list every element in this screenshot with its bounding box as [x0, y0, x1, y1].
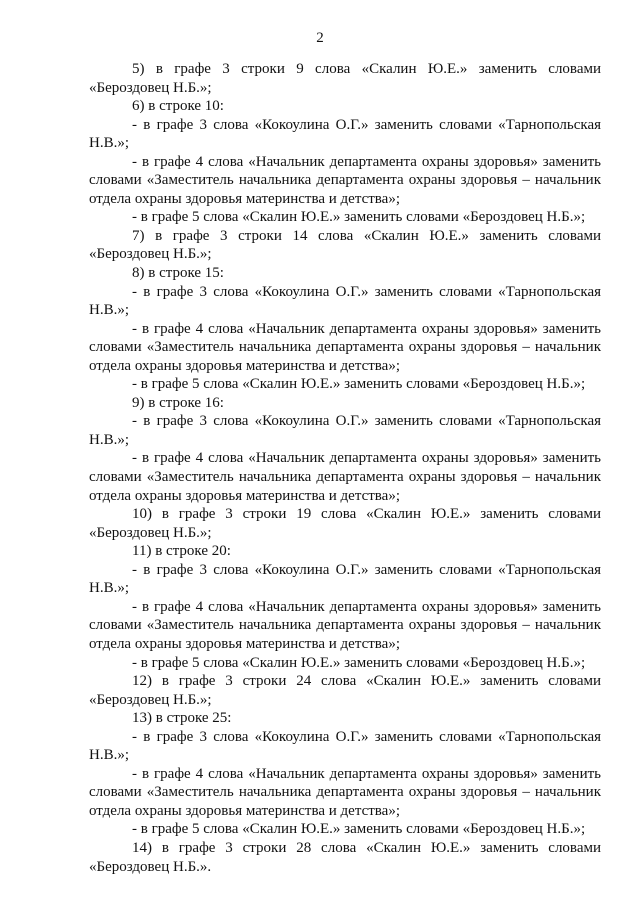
paragraph-row10-col3: - в графе 3 слова «Кокоулина О.Г.» заменить словами «Тарнопольская Н.В.»; [89, 116, 601, 152]
paragraph-row15-col5: - в графе 5 слова «Скалин Ю.Е.» заменить словами «Бероздовец Н.Б.»; [132, 376, 586, 393]
paragraph-item-11: 11) в строке 20: [132, 543, 231, 560]
paragraph-item-14: 14) в графе 3 строки 28 слова «Скалин Ю.Е.» заменить словами «Бероздовец Н.Б.». [89, 839, 601, 875]
paragraph-item-5: 5) в графе 3 строки 9 слова «Скалин Ю.Е.» заменить словами «Бероздовец Н.Б.»; [89, 61, 601, 96]
paragraph-item-13: 13) в строке 25: [132, 710, 232, 727]
paragraph-row20-col4: - в графе 4 слова «Начальник департамента охраны здоровья» заменить словами «Заместитель начальника департамента охраны здоровья – начальник отдела охраны здоровья материнства и детства»; [89, 598, 601, 652]
paragraph-item-12: 12) в графе 3 строки 24 слова «Скалин Ю.Е.» заменить словами «Бероздовец Н.Б.»; [89, 673, 601, 708]
paragraph-item-6: 6) в строке 10: [132, 98, 224, 115]
paragraph-row20-col3: - в графе 3 слова «Кокоулина О.Г.» заменить словами «Тарнопольская Н.В.»; [89, 561, 601, 597]
document-body [89, 60, 601, 876]
paragraph-row16-col3: - в графе 3 слова «Кокоулина О.Г.» заменить словами «Тарнопольская Н.В.»; [89, 413, 601, 448]
paragraph-row25-col4: - в графе 4 слова «Начальник департамента охраны здоровья» заменить словами «Заместитель начальника департамента охраны здоровья – начальник отдела охраны здоровья материнства и детства»; [89, 765, 601, 819]
paragraph-item-9: 9) в строке 16: [132, 394, 224, 411]
paragraph-row20-col5: - в графе 5 слова «Скалин Ю.Е.» заменить словами «Бероздовец Н.Б.»; [132, 654, 586, 671]
paragraph-row10-col4: - в графе 4 слова «Начальник департамента охраны здоровья» заменить словами «Заместитель начальника департамента охраны здоровья – начальник отдела охраны здоровья материнства и детства»; [89, 153, 601, 207]
paragraph-row16-col4: - в графе 4 слова «Начальник департамента охраны здоровья» заменить словами «Заместитель начальника департамента охраны здоровья – начальник отдела охраны здоровья материнства и детства»; [89, 450, 601, 504]
paragraph-row15-col4: - в графе 4 слова «Начальник департамента охраны здоровья» заменить словами «Заместитель начальника департамента охраны здоровья – начальник отдела охраны здоровья материнства и детства»; [89, 320, 601, 374]
paragraph-row25-col3: - в графе 3 слова «Кокоулина О.Г.» заменить словами «Тарнопольская Н.В.»; [89, 728, 601, 764]
paragraph-item-8: 8) в строке 15: [132, 265, 224, 282]
paragraph-item-7: 7) в графе 3 строки 14 слова «Скалин Ю.Е.» заменить словами «Бероздовец Н.Б.»; [89, 227, 601, 263]
paragraph-row15-col3: - в графе 3 слова «Кокоулина О.Г.» заменить словами «Тарнопольская Н.В.»; [89, 283, 601, 319]
paragraph-item-10: 10) в графе 3 строки 19 слова «Скалин Ю.Е.» заменить словами «Бероздовец Н.Б.»; [89, 506, 601, 541]
page-number: 2 [316, 30, 324, 46]
paragraph-row10-col5: - в графе 5 слова «Скалин Ю.Е.» заменить словами «Бероздовец Н.Б.»; [132, 209, 586, 226]
paragraph-row25-col5: - в графе 5 слова «Скалин Ю.Е.» заменить словами «Бероздовец Н.Б.»; [132, 821, 586, 838]
